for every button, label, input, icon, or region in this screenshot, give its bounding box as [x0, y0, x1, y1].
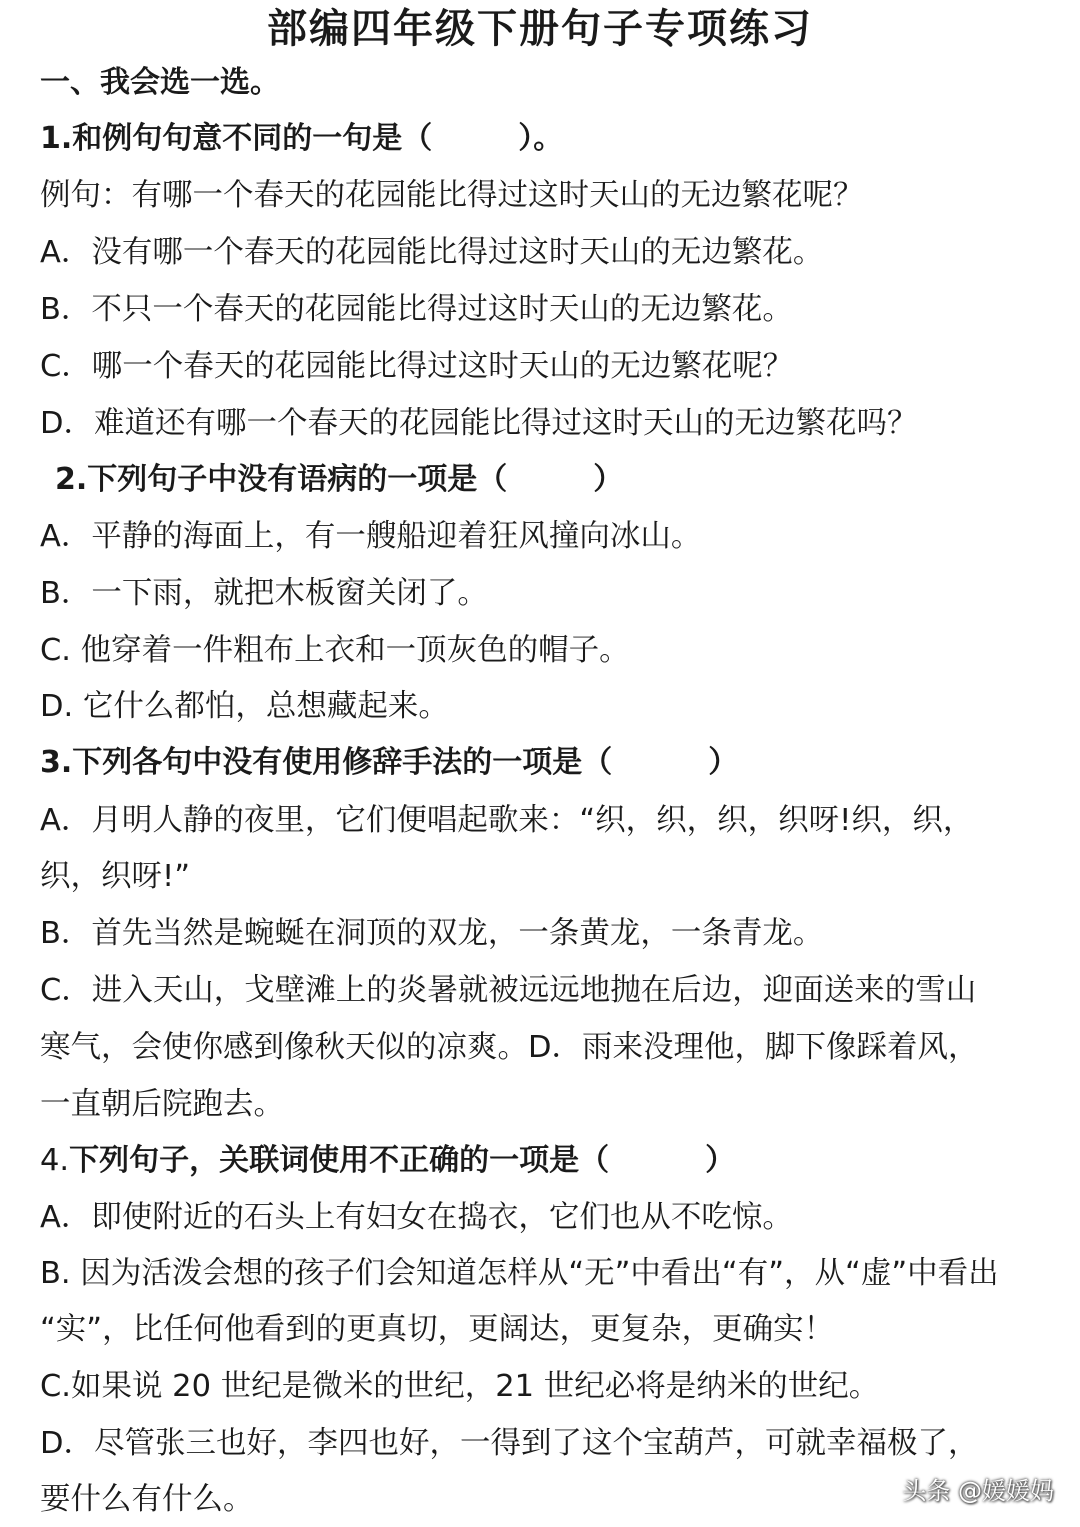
- question-1-text: 1.和例句句意不同的一句是（: [40, 121, 433, 156]
- question-2-option-a: A．平静的海面上，有一艘船迎着狂风撞向冰山。: [40, 519, 702, 554]
- question-2-option-d: D. 它什么都怕，总想藏起来。: [40, 689, 449, 724]
- question-4-stem: [40, 1141, 735, 1181]
- question-3-option-c-line-3: 一直朝后院跑去。: [40, 1087, 284, 1122]
- question-4-option-c: C.如果说 20 世纪是微米的世纪，21 世纪必将是纳米的世纪。: [40, 1369, 880, 1404]
- question-3-option-a-line-2: 织，织呀!”: [40, 859, 191, 894]
- question-3-option-c-line-1: C．进入天山，戈壁滩上的炎暑就被远远地抛在后边，迎面送来的雪山: [40, 973, 977, 1008]
- section-heading: 一、我会选一选。: [40, 65, 280, 100]
- question-3-option-c-line-2: 寒气，会使你感到像秋天似的凉爽。D．雨来没理他，脚下像踩着风，: [40, 1030, 979, 1065]
- question-1-example: 例句：有哪一个春天的花园能比得过这时天山的无边繁花呢？: [40, 178, 864, 213]
- question-2-option-b: B．一下雨，就把木板窗关闭了。: [40, 576, 488, 611]
- question-4-number: 4.: [40, 1143, 70, 1178]
- question-2-text: 2.下列句子中没有语病的一项是（: [55, 462, 508, 497]
- question-1-option-d: D．难道还有哪一个春天的花园能比得过这时天山的无边繁花吗？: [40, 406, 918, 441]
- question-1-option-b: B．不只一个春天的花园能比得过这时天山的无边繁花。: [40, 292, 793, 327]
- question-2-close: ）: [593, 462, 624, 497]
- question-2-stem: [55, 460, 623, 500]
- question-4-option-d-line-1: D．尽管张三也好，李四也好，一得到了这个宝葫芦，可就幸福极了，: [40, 1426, 979, 1461]
- question-3-close: ）: [708, 745, 739, 780]
- question-4-text: 下列句子，关联词使用不正确的一项是（: [69, 1143, 610, 1178]
- question-1-stem: [40, 119, 563, 159]
- question-4-close: ）: [705, 1143, 736, 1178]
- question-1-option-c: C．哪一个春天的花园能比得过这时天山的无边繁花呢？: [40, 349, 794, 384]
- question-3-stem: [40, 743, 738, 783]
- question-3-option-b: B．首先当然是蜿蜒在洞顶的双龙，一条黄龙，一条青龙。: [40, 916, 824, 951]
- question-1-option-a: A．没有哪一个春天的花园能比得过这时天山的无边繁花。: [40, 235, 824, 270]
- question-4-option-d-line-2: 要什么有什么。: [40, 1482, 254, 1517]
- question-1-close: ）。: [518, 121, 564, 156]
- watermark: 头条 @媛媛妈: [902, 1477, 1054, 1505]
- question-4-option-b-line-2: “实”，比任何他看到的更真切，更阔达，更复杂，更确实！: [40, 1312, 835, 1347]
- question-2-option-c: C. 他穿着一件粗布上衣和一顶灰色的帽子。: [40, 633, 630, 668]
- question-4-option-a: A．即使附近的石头上有妇女在捣衣，它们也从不吃惊。: [40, 1200, 793, 1235]
- question-3-text: 3.下列各句中没有使用修辞手法的一项是（: [40, 745, 613, 780]
- question-4-option-b-line-1: B. 因为活泼会想的孩子们会知道怎样从“无”中看出“有”，从“虚”中看出: [40, 1256, 999, 1291]
- page-title: 部编四年级下册句子专项练习: [267, 6, 813, 52]
- question-3-option-a-line-1: A．月明人静的夜里，它们便唱起歌来：“织，织，织，织呀!织，织，: [40, 803, 974, 838]
